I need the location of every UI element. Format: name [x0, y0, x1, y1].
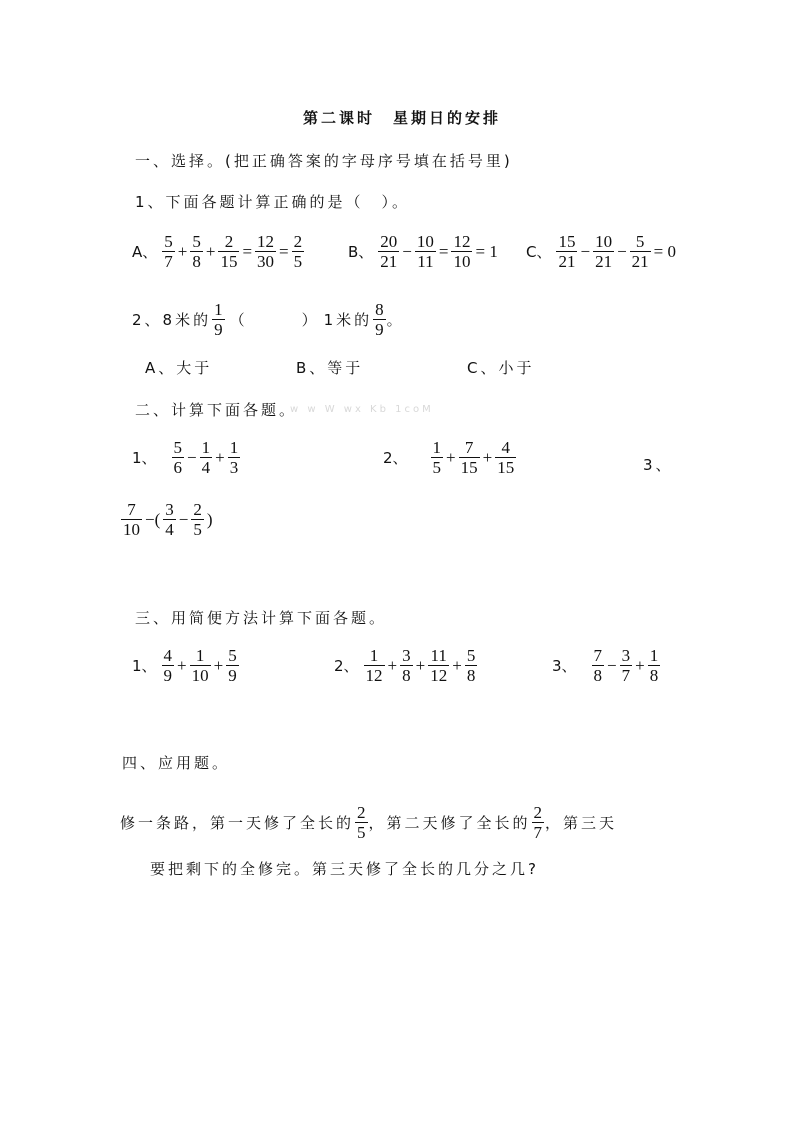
option-less[interactable]: C、小于 — [467, 359, 535, 377]
fraction: $\frac{7}{8}$ — [593, 646, 603, 685]
fraction: $\frac{4}{15}$ — [497, 438, 515, 477]
fraction: $\frac{10}{21}$ — [595, 232, 613, 271]
fraction: $\frac{3}{4}$ — [165, 500, 174, 539]
fraction: $\frac{1}{9}$ — [214, 300, 223, 339]
fraction: $\frac{2}{7}$ — [533, 803, 543, 842]
word-problem-line-2: 要把剩下的全修完。第三天修了全长的几分之几? — [150, 860, 539, 878]
fraction: $\frac{7}{10}$ — [123, 500, 140, 539]
fraction: $\frac{3}{7}$ — [621, 646, 631, 685]
option-label: B、 — [348, 243, 374, 261]
fraction: $\frac{5}{7}$ — [164, 232, 173, 271]
question-1-2: 2、8米的 $\frac{1}{9}$ （ ） 1米的 $\frac{8}{9}$ 。 — [132, 300, 405, 339]
option-equal[interactable]: B、等于 — [296, 359, 364, 377]
fraction: $\frac{2}{5}$ — [357, 803, 366, 842]
fraction: $\frac{1}{4}$ — [201, 438, 211, 477]
option-label: A、 — [132, 243, 158, 261]
fraction: $\frac{7}{15}$ — [460, 438, 478, 477]
fraction: $\frac{4}{9}$ — [163, 646, 173, 685]
fraction: $\frac{12}{10}$ — [453, 232, 471, 271]
section-1-heading: 一、选择。(把正确答案的字母序号填在括号里) — [135, 152, 513, 170]
fraction: $\frac{20}{21}$ — [380, 232, 398, 271]
option-a[interactable]: A、 $\frac{5}{7}$ + $\frac{5}{8}$ + $\frac{2}{15}$ = $\frac{12}{30}$ = $\frac{2}{5}$ — [132, 232, 303, 271]
calc-item-3: $\frac{7}{10}$ −( $\frac{3}{4}$ − $\frac{2}{5}$ ) — [123, 500, 213, 539]
simplify-item-3: 3、 $\frac{7}{8}$ − $\frac{3}{7}$ + $\frac{1}{8}$ — [552, 646, 659, 685]
section-3-heading: 三、用简便方法计算下面各题。 — [135, 609, 388, 627]
option-b[interactable]: B、 $\frac{20}{21}$ − $\frac{10}{11}$ = $\frac{12}{10}$ = 1 — [348, 232, 498, 271]
calc-item-3-label: 3、 — [643, 456, 674, 474]
answer-blank[interactable]: （ ） — [229, 311, 320, 329]
option-greater[interactable]: A、大于 — [145, 359, 213, 377]
question-1-1-text: 1、下面各题计算正确的是（ ）。 — [135, 193, 411, 211]
fraction: $\frac{1}{8}$ — [649, 646, 659, 685]
section-2-heading: 二、计算下面各题。 — [135, 401, 298, 419]
simplify-item-2: 2、 $\frac{1}{12}$ + $\frac{3}{8}$ + $\frac{11}{12}$ + $\frac{5}{8}$ — [334, 646, 476, 685]
fraction: $\frac{5}{21}$ — [631, 232, 649, 271]
fraction: $\frac{1}{3}$ — [229, 438, 239, 477]
fraction: $\frac{5}{8}$ — [466, 646, 476, 685]
fraction: $\frac{2}{5}$ — [193, 500, 202, 539]
fraction: $\frac{2}{15}$ — [220, 232, 238, 271]
simplify-item-1: 1、 $\frac{4}{9}$ + $\frac{1}{10}$ + $\frac{5}{9}$ — [132, 646, 237, 685]
fraction: $\frac{11}{12}$ — [430, 646, 448, 685]
fraction: $\frac{10}{11}$ — [416, 232, 434, 271]
fraction: $\frac{8}{9}$ — [375, 300, 384, 339]
word-problem-line-1: 修一条路，第一天修了全长的 $\frac{2}{5}$ ，第二天修了全长的 $\frac{2}{7}$ ，第三天 — [120, 803, 618, 842]
fraction: $\frac{1}{10}$ — [191, 646, 209, 685]
fraction: $\frac{1}{5}$ — [432, 438, 442, 477]
fraction: $\frac{1}{12}$ — [365, 646, 383, 685]
fraction: $\frac{12}{30}$ — [257, 232, 275, 271]
section-4-heading: 四、应用题。 — [122, 754, 231, 772]
fraction: $\frac{5}{8}$ — [192, 232, 201, 271]
fraction: $\frac{2}{5}$ — [293, 232, 303, 271]
option-c[interactable]: C、 $\frac{15}{21}$ − $\frac{10}{21}$ − $\frac{5}{21}$ = 0 — [526, 232, 677, 271]
page-title: 第二课时 星期日的安排 — [303, 109, 502, 127]
fraction: $\frac{5}{6}$ — [173, 438, 183, 477]
watermark: w w W wx Kb 1coM — [290, 404, 434, 415]
fraction: $\frac{3}{8}$ — [402, 646, 411, 685]
calc-item-2: 2、 $\frac{1}{5}$ + $\frac{7}{15}$ + $\frac{4}{15}$ — [383, 438, 515, 477]
fraction: $\frac{15}{21}$ — [558, 232, 576, 271]
fraction: $\frac{5}{9}$ — [228, 646, 237, 685]
calc-item-1: 1、 $\frac{5}{6}$ − $\frac{1}{4}$ + $\frac{1}{3}$ — [132, 438, 239, 477]
option-label: C、 — [526, 243, 552, 261]
